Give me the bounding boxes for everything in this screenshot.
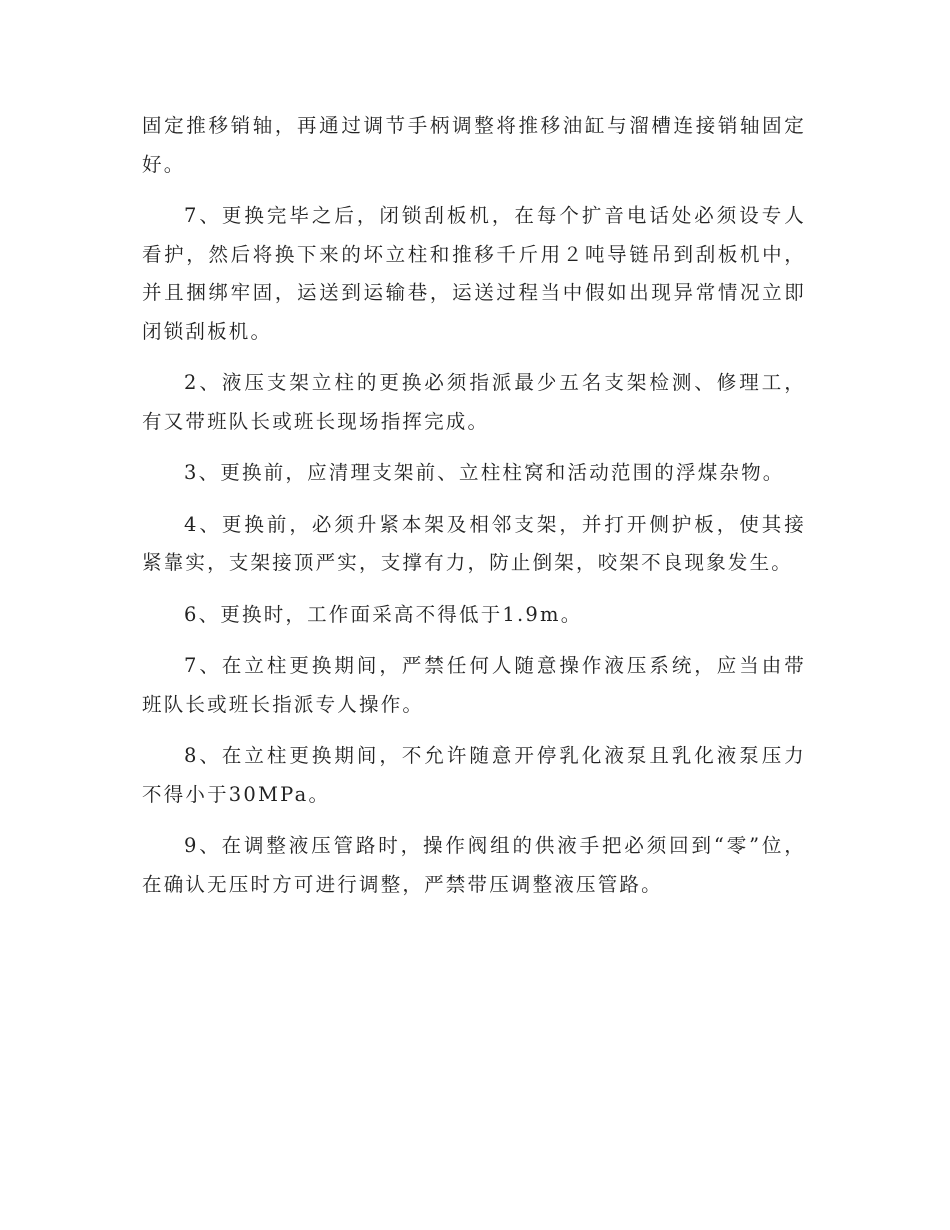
paragraph-item-2-staffing: 2、液压支架立柱的更换必须指派最少五名支架检测、修理工，有又带班队长或班长现场指挥完成。 (142, 371, 806, 433)
paragraph-item-9-pipeline: 9、在调整液压管路时，操作阀组的供液手把必须回到“零”位，在确认无压时方可进行调整，严禁带压调整液压管路。 (142, 834, 806, 896)
paragraph-continuation: 固定推移销轴，再通过调节手柄调整将推移油缸与溜槽连接销轴固定好。 (142, 114, 806, 176)
paragraph-item-7-replacement-complete: 7、更换完毕之后，闭锁刮板机，在每个扩音电话处必须设专人看护，然后将换下来的坏立柱和推移千斤用２吨导链吊到刮板机中，并且捆绑牢固，运送到运输巷，运送过程当中假如出现异常情况立即闭锁刮板机。 (142, 204, 806, 343)
paragraph-item-3-clearing: 3、更换前，应清理支架前、立柱柱窝和活动范围的浮煤杂物。 (184, 461, 785, 484)
paragraph-item-6-height: 6、更换时，工作面采高不得低于1.9m。 (184, 602, 583, 626)
paragraph-item-4-support: 4、更换前，必须升紧本架及相邻支架，并打开侧护板，使其接紧靠实，支架接顶严实，支撑有力，防止倒架，咬架不良现象发生。 (142, 512, 806, 574)
document-body (142, 107, 806, 917)
paragraph-item-8-pump-pressure: 8、在立柱更换期间，不允许随意开停乳化液泵且乳化液泵压力不得小于30MPa。 (142, 744, 806, 806)
paragraph-item-7-operation: 7、在立柱更换期间，严禁任何人随意操作液压系统，应当由带班队长或班长指派专人操作。 (142, 654, 806, 716)
